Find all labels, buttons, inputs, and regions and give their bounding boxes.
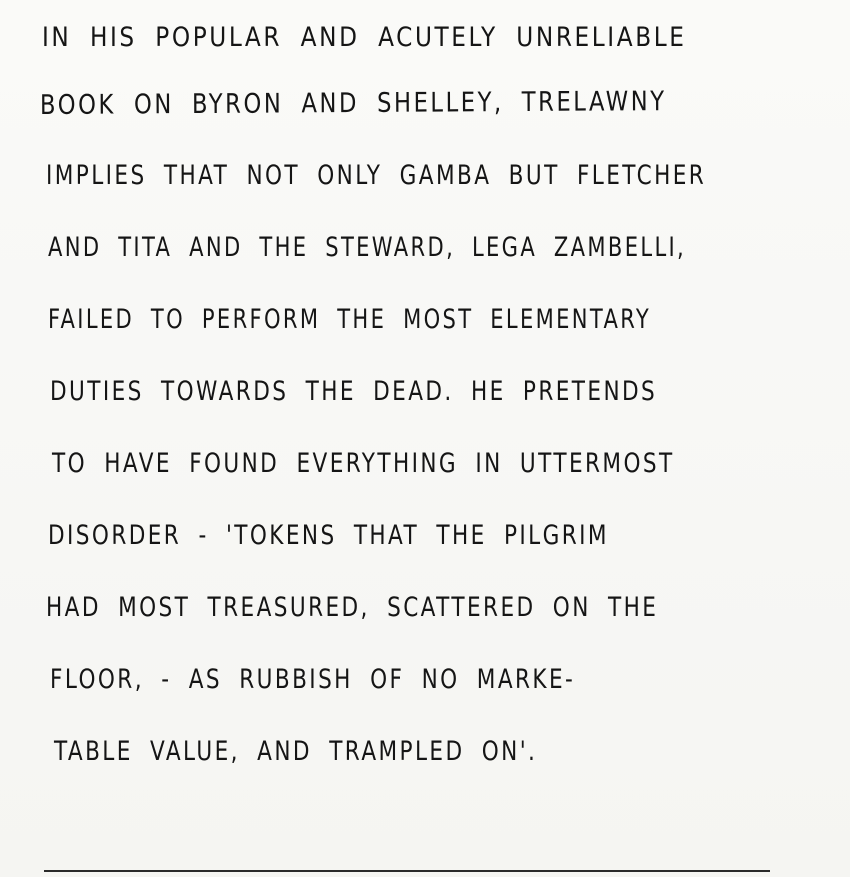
text-line: DUTIES TOWARDS THE DEAD. HE PRETENDS: [50, 376, 658, 407]
text-line: IN HIS POPULAR AND ACUTELY UNRELIABLE: [42, 22, 687, 53]
bottom-rule-divider: [44, 870, 770, 872]
text-line: TABLE VALUE, AND TRAMPLED ON'.: [54, 736, 538, 767]
text-line: FLOOR, - AS RUBBISH OF NO MARKE-: [50, 664, 576, 695]
text-line: HAD MOST TREASURED, SCATTERED ON THE: [46, 592, 659, 623]
text-line: BOOK ON BYRON AND SHELLEY, TRELAWNY: [39, 86, 667, 121]
text-line: TO HAVE FOUND EVERYTHING IN UTTERMOST: [52, 448, 675, 479]
text-line: FAILED TO PERFORM THE MOST ELEMENTARY: [48, 304, 652, 335]
text-line: IMPLIES THAT NOT ONLY GAMBA BUT FLETCHER: [46, 160, 707, 191]
text-line: DISORDER - 'TOKENS THAT THE PILGRIM: [48, 520, 609, 551]
text-line: AND TITA AND THE STEWARD, LEGA ZAMBELLI,: [48, 232, 687, 263]
